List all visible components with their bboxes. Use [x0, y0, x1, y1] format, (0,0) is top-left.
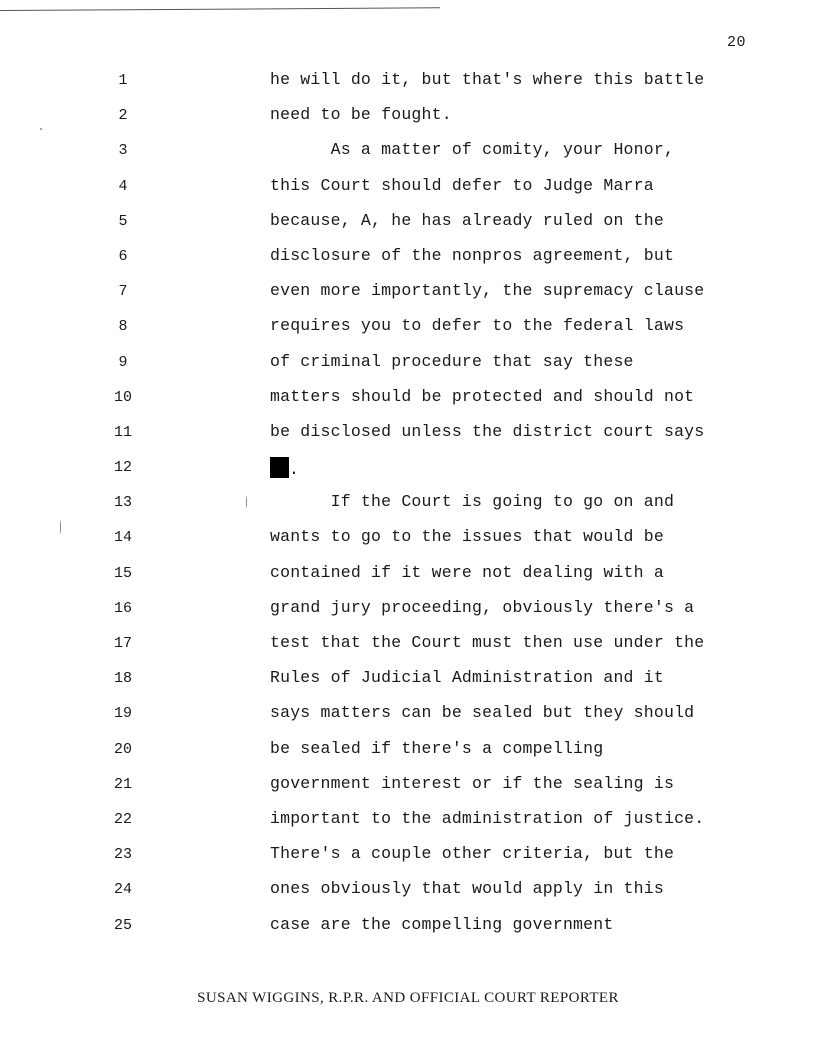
line-text-content: If the Court is going to go on and — [270, 492, 675, 512]
transcript-line — [0, 381, 816, 416]
line-text — [270, 809, 704, 828]
line-text-content: disclosure of the nonpros agreement, but — [270, 245, 675, 265]
line-number: 1 — [118, 72, 128, 89]
line-number: 5 — [118, 212, 128, 230]
transcript-line — [0, 486, 816, 521]
line-number: 19 — [113, 705, 132, 723]
line-text — [270, 844, 674, 863]
scan-speck — [60, 520, 61, 534]
transcript-line — [0, 99, 816, 134]
transcript-body — [0, 64, 816, 944]
line-number: 20 — [113, 740, 132, 758]
transcript-line — [0, 310, 816, 345]
line-text — [270, 563, 664, 582]
line-text-content: grand jury proceeding, obviously there's a — [270, 597, 695, 617]
line-number: 6 — [118, 247, 128, 265]
line-text-content: be disclosed unless the district court says — [270, 421, 705, 441]
line-text-content: Rules of Judicial Administration and it — [270, 668, 664, 688]
line-number: 15 — [113, 564, 132, 582]
line-text — [270, 739, 603, 758]
line-text — [270, 598, 694, 617]
scan-speck — [246, 496, 247, 508]
line-text-content: important to the administration of justice. — [270, 808, 705, 828]
scan-speck — [40, 128, 42, 130]
line-text-content: wants to go to the issues that would be — [270, 527, 664, 547]
transcript-line — [0, 451, 816, 486]
line-text — [270, 527, 664, 546]
line-number: 21 — [113, 775, 132, 793]
line-text-content: because, A, he has already ruled on the — [270, 210, 664, 230]
line-text-content: need to be fought. — [270, 105, 452, 125]
line-number: 9 — [118, 353, 128, 371]
line-number: 18 — [113, 670, 132, 688]
line-number: 25 — [113, 916, 132, 934]
transcript-line — [0, 416, 816, 451]
transcript-line — [0, 64, 816, 99]
transcript-line — [0, 557, 816, 592]
line-number: 4 — [118, 177, 128, 195]
transcript-line — [0, 205, 816, 240]
line-text — [270, 915, 613, 934]
line-text — [270, 246, 674, 265]
scan-edge-line — [0, 0, 440, 11]
line-text — [270, 211, 664, 230]
page-number: 20 — [726, 34, 746, 51]
line-text-content: this Court should defer to Judge Marra — [270, 175, 654, 195]
transcript-line — [0, 873, 816, 908]
line-text-content: . — [289, 460, 300, 480]
line-number: 11 — [113, 423, 132, 441]
line-number: 17 — [113, 635, 132, 652]
transcript-line — [0, 627, 816, 662]
line-number: 10 — [113, 388, 132, 406]
line-number: 23 — [113, 846, 132, 864]
line-text — [270, 668, 664, 687]
line-text-content: of criminal procedure that say these — [270, 351, 634, 371]
line-text-content: even more importantly, the supremacy clause — [270, 281, 705, 301]
transcript-line — [0, 803, 816, 838]
line-text-content: ones obviously that would apply in this — [270, 879, 664, 899]
line-text — [270, 387, 694, 406]
line-text — [270, 492, 674, 511]
line-number: 24 — [113, 881, 132, 899]
line-text-content: be sealed if there's a compelling — [270, 738, 604, 758]
line-number: 16 — [113, 599, 132, 617]
transcript-line — [0, 134, 816, 169]
transcript-line — [0, 240, 816, 275]
reporter-footer: SUSAN WIGGINS, R.P.R. AND OFFICIAL COURT REPORTER — [197, 990, 619, 1006]
line-number: 7 — [118, 283, 128, 301]
redaction-block — [270, 457, 289, 478]
line-text-content: test that the Court must then use under the — [270, 633, 705, 652]
line-text — [270, 316, 684, 335]
line-text-content: There's a couple other criteria, but the — [270, 844, 675, 864]
line-text — [270, 70, 704, 89]
transcript-line — [0, 346, 816, 381]
line-text — [270, 633, 704, 652]
line-text — [270, 105, 452, 124]
line-text — [270, 774, 674, 793]
transcript-line — [0, 768, 816, 803]
line-text-content: matters should be protected and should not — [270, 386, 695, 406]
transcript-line — [0, 275, 816, 310]
line-text-content: government interest or if the sealing is — [270, 773, 675, 793]
line-text — [270, 176, 654, 195]
line-text-content: requires you to defer to the federal laws — [270, 316, 685, 336]
transcript-line — [0, 733, 816, 768]
line-text — [270, 281, 704, 300]
transcript-line — [0, 592, 816, 627]
line-number: 13 — [113, 494, 132, 512]
line-text — [270, 422, 704, 441]
line-number: 22 — [113, 810, 132, 828]
transcript-line — [0, 521, 816, 556]
line-number: 3 — [118, 142, 128, 160]
transcript-line — [0, 170, 816, 205]
line-number: 8 — [118, 318, 128, 336]
line-number: 2 — [118, 107, 128, 125]
line-text-content: he will do it, but that's where this battle — [270, 70, 705, 89]
line-text-content: says matters can be sealed but they should — [270, 703, 695, 723]
line-text — [270, 703, 694, 722]
transcript-line — [0, 838, 816, 873]
line-text — [270, 352, 634, 371]
line-text — [270, 140, 674, 159]
line-number: 14 — [113, 529, 132, 547]
line-text-content: contained if it were not dealing with a — [270, 562, 664, 582]
transcript-line — [0, 909, 816, 944]
line-number: 12 — [113, 459, 132, 477]
line-text-content: As a matter of comity, your Honor, — [270, 140, 675, 160]
line-text — [270, 457, 299, 479]
line-text — [270, 879, 664, 898]
line-text-content: case are the compelling government — [270, 914, 614, 934]
transcript-line — [0, 697, 816, 732]
transcript-line — [0, 662, 816, 697]
